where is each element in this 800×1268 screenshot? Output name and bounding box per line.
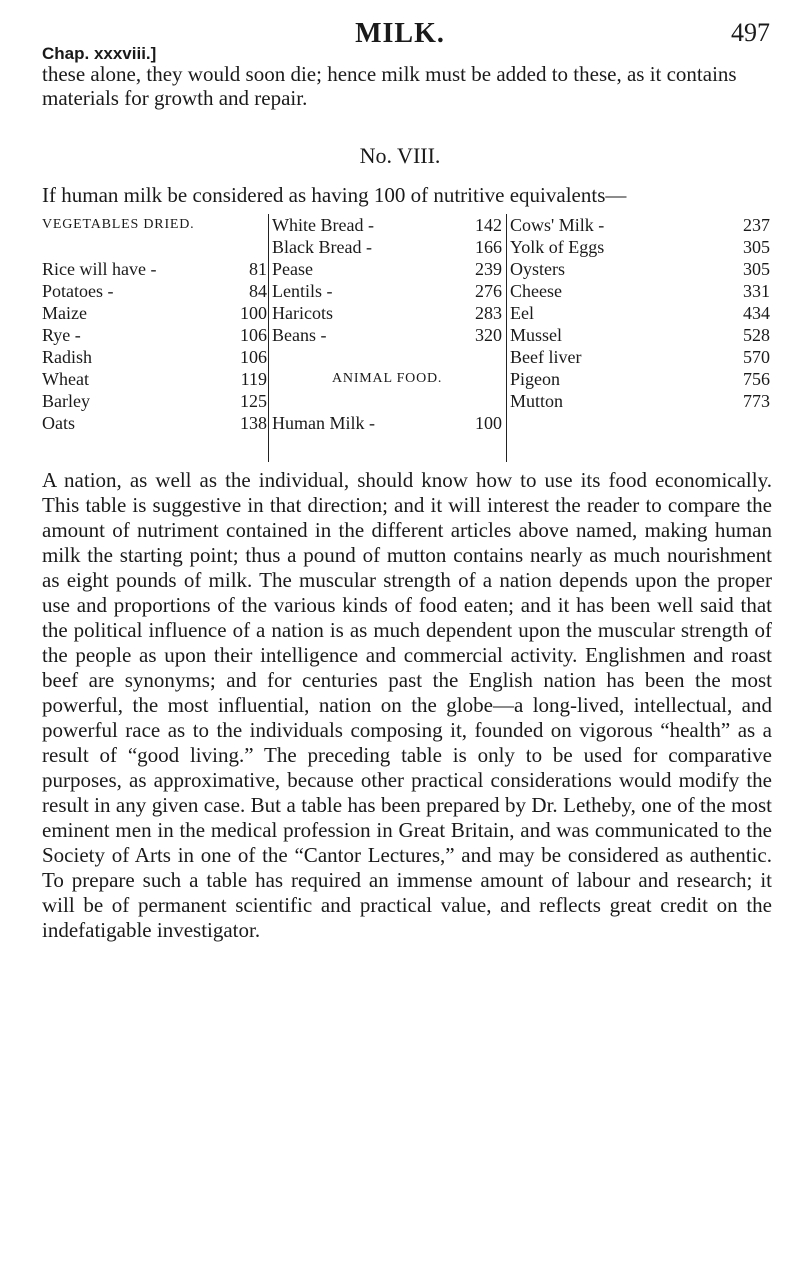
table-row: Rye - 106 — [42, 325, 267, 345]
table-row: Lentils - 276 — [272, 281, 502, 301]
table-column-animal — [510, 214, 770, 412]
table-row: Radish 106 — [42, 347, 267, 367]
chapter-label: Chap. xxxviii.] — [42, 44, 157, 63]
column-divider — [268, 214, 269, 462]
table-row: Beans - 320 — [272, 325, 502, 345]
table-row: Wheat 119 — [42, 369, 267, 389]
intro-paragraph: these alone, they would soon die; hence milk must be added to these, as it contains materials for growth and repair. — [42, 62, 737, 110]
table-row: Cows' Milk - 237 — [510, 215, 770, 235]
table-row: Oysters 305 — [510, 259, 770, 279]
table-number: No. VIII. — [359, 143, 441, 168]
table-row: White Bread - 142 — [272, 215, 502, 235]
table-row: Barley 125 — [42, 391, 267, 411]
table-row: Eel 434 — [510, 303, 770, 323]
table-row: Mutton 773 — [510, 391, 770, 411]
table-row: Haricots 283 — [272, 303, 502, 323]
column-divider — [506, 214, 507, 462]
table-context: If human milk be considered as having 100 of nutritive equivalents— — [42, 183, 627, 207]
table-row: Cheese 331 — [510, 281, 770, 301]
table-row-human-milk: Human Milk - 100 — [272, 413, 502, 433]
table-row: Beef liver 570 — [510, 347, 770, 367]
table-heading-vegetables: VEGETABLES DRIED. — [42, 217, 195, 232]
running-title: MILK. — [355, 18, 445, 49]
table-row: Oats 138 — [42, 413, 267, 433]
table-heading-animal-food: ANIMAL FOOD. — [332, 371, 443, 386]
table-row: Yolk of Eggs 305 — [510, 237, 770, 257]
table-row: Potatoes - 84 — [42, 281, 267, 301]
table-row: Mussel 528 — [510, 325, 770, 345]
table-column-breads-legumes — [272, 214, 502, 434]
table-column-vegetables — [42, 214, 267, 434]
table-row: Pease 239 — [272, 259, 502, 279]
table-row: Rice will have - 81 — [42, 259, 267, 279]
table-row: Pigeon 756 — [510, 369, 770, 389]
table-row: Black Bread - 166 — [272, 237, 502, 257]
table-row: Maize 100 — [42, 303, 267, 323]
page-number: 497 — [731, 18, 770, 47]
body-paragraph: A nation, as well as the individual, should know how to use its food economically. This table is suggestive in that direction; and it will interest the reader to compare the amount of nutriment contained in the different articles above named, making human milk the starting point; thus a pound of mutton contains nearly as much nourishment as eight pounds of milk. The muscular strength of a nation depends upon the proper use and proportions of the various kinds of food eaten; and it has been well said that the political influence of a nation is as much dependent upon the muscular strength of the people as upon their intelligence and commercial activity. Englishmen and roast beef are synonyms; and for centuries past the English nation has been the most powerful, the most influential, nation on the globe—a long-lived, intellectual, and powerful race as to the individuals composing it, founded on vigorous “health” as a result of “good living.” The preceding table is only to be used for comparative purposes, as approximative, because other practical considerations would modify the result in any given case. But a table has been prepared by Dr. Letheby, one of the most eminent men in the medical profession in Great Britain, and was communicated to the Society of Arts in one of the “Cantor Lectures,” and may be considered as authentic. To prepare such a table has required an immense amount of labour and research; it will be of permanent scientific and practical value, and reflects great credit on the indefatigable investigator. — [42, 468, 772, 942]
